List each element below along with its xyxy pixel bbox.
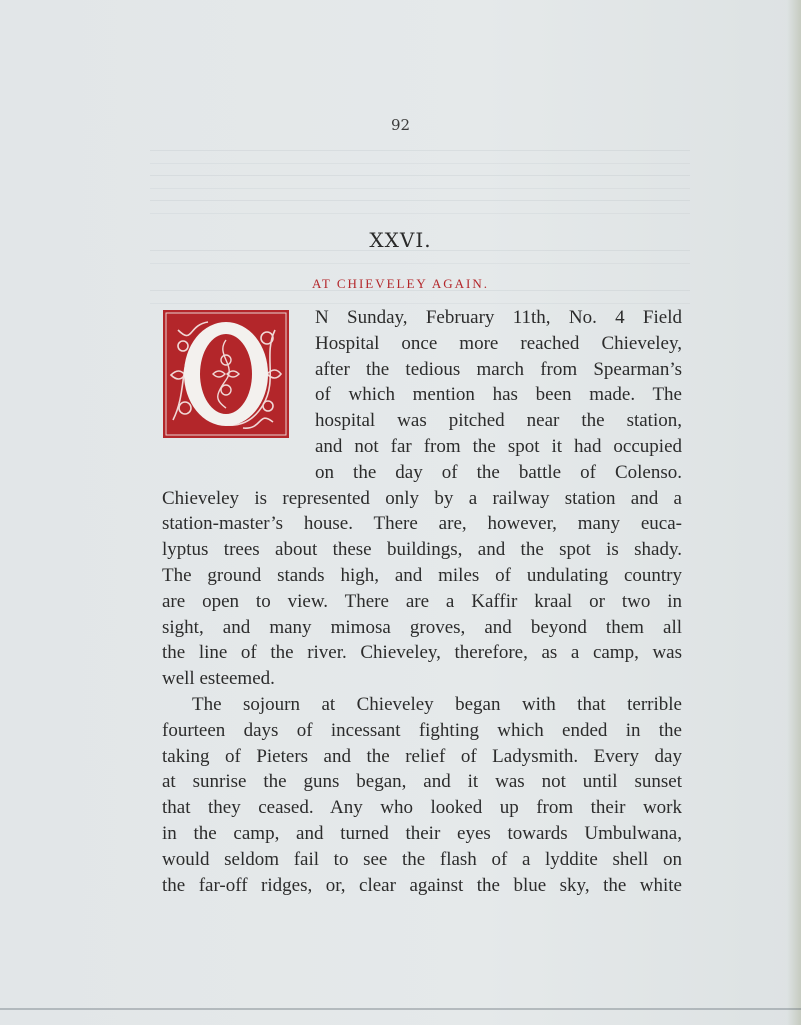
page-bottom-edge: [0, 1008, 801, 1010]
body-text: [162, 305, 682, 898]
text-line: are open to view. There are a Kaffir kraal or two in: [162, 590, 682, 612]
text-line: well esteemed.: [162, 668, 275, 690]
text-line: would seldom fail to see the flash of a lyddite shell on: [162, 848, 682, 870]
page-number: 92: [390, 116, 411, 134]
page-edge-shadow: [787, 0, 801, 1025]
text-line: the far-off ridges, or, clear against the blue sky, the white: [162, 874, 682, 896]
show-through-line: [150, 250, 690, 264]
text-line: Chieveley is represented only by a railway station and a: [162, 487, 682, 509]
text-line: at sunrise the guns began, and it was not until sunset: [162, 771, 682, 793]
show-through-line: [150, 200, 690, 214]
show-through-line: [150, 175, 690, 189]
text-line: hospital was pitched near the station,: [315, 410, 682, 432]
text-line: and not far from the spot it had occupied: [315, 435, 682, 457]
text-line: N Sunday, February 11th, No. 4 Field: [315, 307, 682, 328]
text-line: the line of the river. Chieveley, therefore, as a camp, was: [162, 642, 682, 664]
text-line: fourteen days of incessant fighting which ended in the: [162, 719, 682, 741]
text-line: Hospital once more reached Chieveley,: [315, 332, 682, 354]
text-line: station-master’s house. There are, however, many euca-: [162, 513, 682, 535]
text-line: of which mention has been made. The: [315, 384, 682, 406]
text-line: on the day of the battle of Colenso.: [315, 461, 682, 483]
text-line: The ground stands high, and miles of undulating country: [162, 564, 682, 586]
text-line: taking of Pieters and the relief of Ladysmith. Every day: [162, 745, 682, 767]
text-line: that they ceased. Any who looked up from their work: [162, 797, 682, 819]
text-line: The sojourn at Chieveley began with that terrible: [192, 693, 682, 715]
text-line: after the tedious march from Spearman’s: [315, 358, 682, 380]
show-through-line: [150, 290, 690, 304]
chapter-title: AT CHIEVELEY AGAIN.: [311, 276, 489, 291]
text-line: lyptus trees about these buildings, and the spot is shady.: [162, 539, 682, 561]
show-through-line: [150, 150, 690, 164]
chapter-number: XXVI.: [369, 228, 432, 252]
text-line: sight, and many mimosa groves, and beyond them all: [162, 616, 682, 638]
text-line: in the camp, and turned their eyes towards Umbulwana,: [162, 822, 682, 844]
